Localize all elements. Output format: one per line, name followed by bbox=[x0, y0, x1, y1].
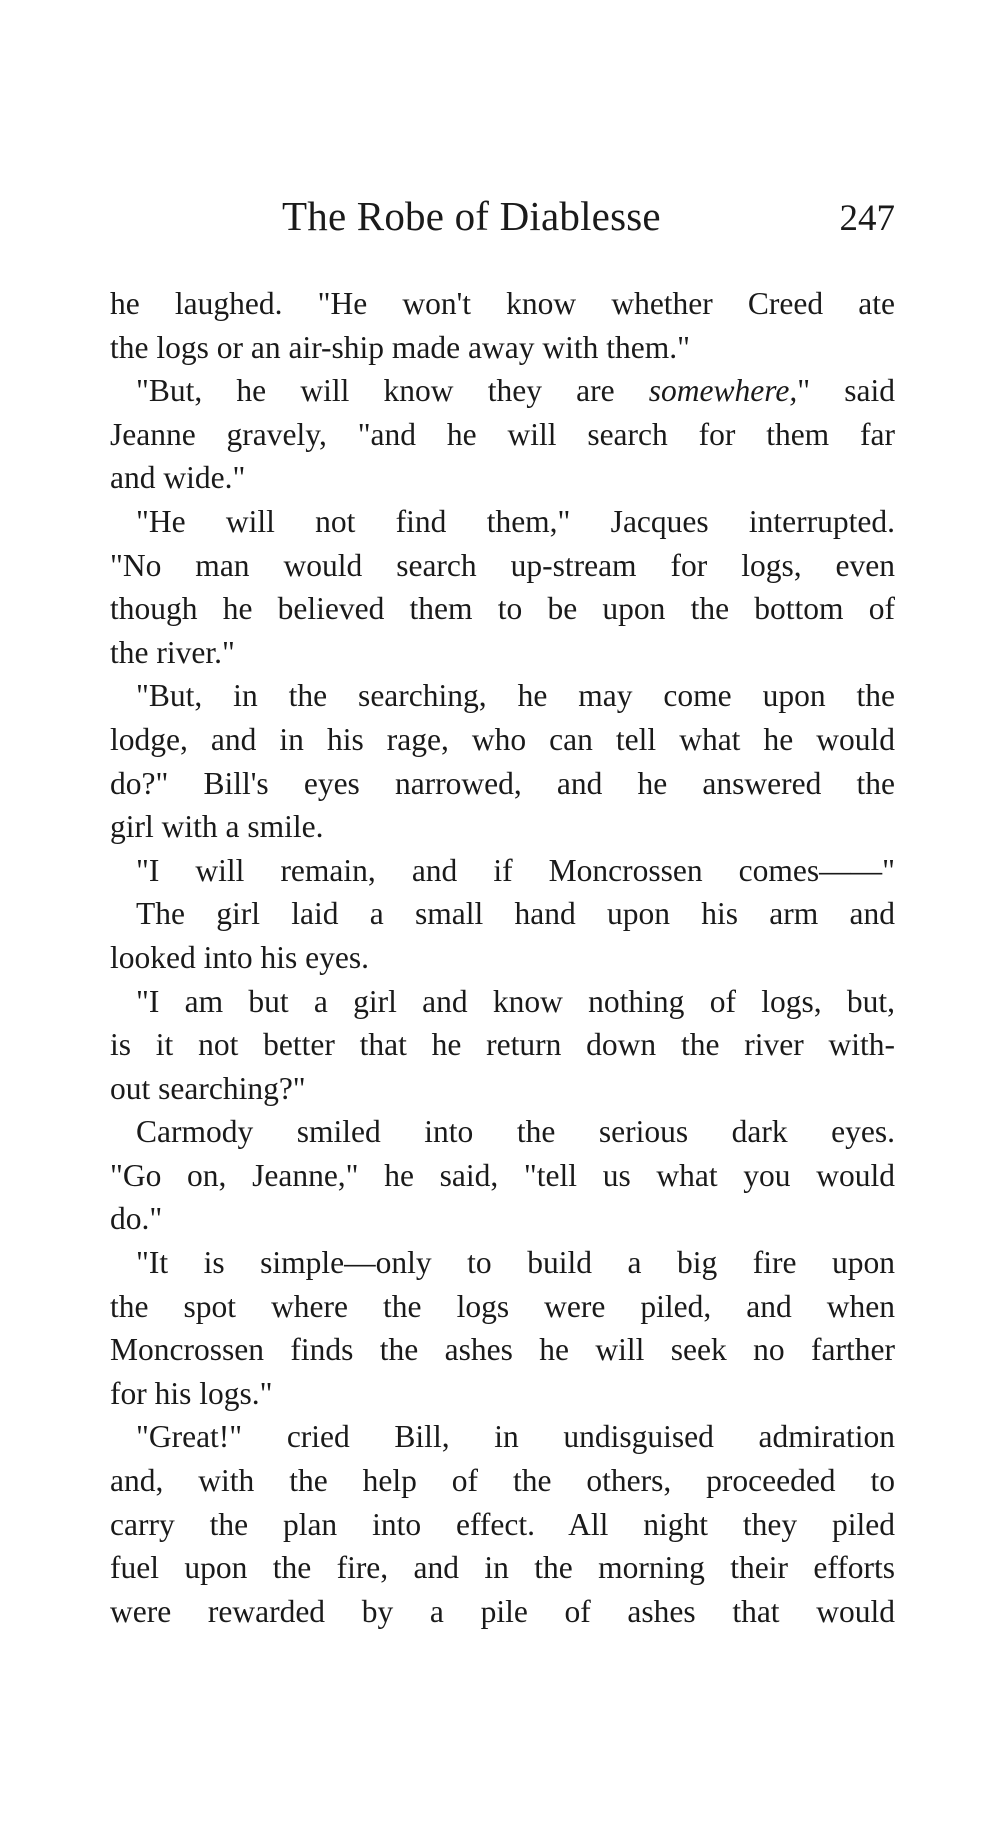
text-line: out searching?" bbox=[110, 1070, 306, 1106]
text-line: "Great!" cried Bill, in undisguised admiration bbox=[136, 1419, 895, 1455]
text-line: though he believed them to be upon the bottom of bbox=[110, 591, 895, 627]
running-head bbox=[110, 192, 895, 252]
running-title: The Robe of Diablesse bbox=[282, 193, 661, 239]
text-segment: " said bbox=[797, 373, 895, 409]
emphasis-text: somewhere, bbox=[648, 373, 798, 409]
text-line: and wide." bbox=[110, 460, 246, 496]
text-line: "I will remain, and if Moncrossen comes——" bbox=[136, 852, 895, 888]
text-line: and, with the help of the others, proceeded to bbox=[110, 1463, 895, 1499]
text-segment: "But, he will know they are bbox=[136, 373, 649, 409]
text-line: fuel upon the fire, and in the morning their efforts bbox=[110, 1550, 895, 1586]
text-line: the river." bbox=[110, 634, 235, 670]
text-line: lodge, and in his rage, who can tell what he would bbox=[110, 721, 895, 757]
text-line: for his logs." bbox=[110, 1375, 273, 1411]
text-line: The girl laid a small hand upon his arm and bbox=[136, 896, 895, 932]
text-line: carry the plan into effect. All night they piled bbox=[110, 1506, 895, 1542]
text-line: looked into his eyes. bbox=[110, 939, 369, 975]
text-line: the logs or an air-ship made away with them." bbox=[110, 329, 690, 365]
text-line: "Go on, Jeanne," he said, "tell us what you would bbox=[110, 1157, 895, 1193]
text-line: were rewarded by a pile of ashes that would bbox=[110, 1593, 895, 1629]
text-line: "I am but a girl and know nothing of logs, but, bbox=[136, 983, 895, 1019]
text-line: he laughed. "He won't know whether Creed ate bbox=[110, 286, 895, 321]
text-line: "But, in the searching, he may come upon the bbox=[136, 678, 895, 714]
text-line: is it not better that he return down the river with- bbox=[110, 1027, 895, 1063]
text-line: "He will not find them," Jacques interrupted. bbox=[136, 503, 895, 539]
text-line: "It is simple—only to build a big fire upon bbox=[136, 1245, 895, 1281]
body-text bbox=[110, 282, 895, 1633]
text-line: "No man would search up-stream for logs, even bbox=[110, 547, 895, 583]
text-line: Moncrossen finds the ashes he will seek no farther bbox=[110, 1332, 895, 1368]
page-number: 247 bbox=[839, 198, 895, 239]
text-line: Jeanne gravely, "and he will search for them far bbox=[110, 416, 895, 452]
text-line: girl with a smile. bbox=[110, 809, 324, 845]
text-line bbox=[110, 369, 895, 413]
text-line: do." bbox=[110, 1201, 163, 1237]
text-line: Carmody smiled into the serious dark eyes. bbox=[136, 1114, 895, 1150]
text-line: do?" Bill's eyes narrowed, and he answered the bbox=[110, 765, 895, 801]
text-line: the spot where the logs were piled, and when bbox=[110, 1288, 895, 1324]
